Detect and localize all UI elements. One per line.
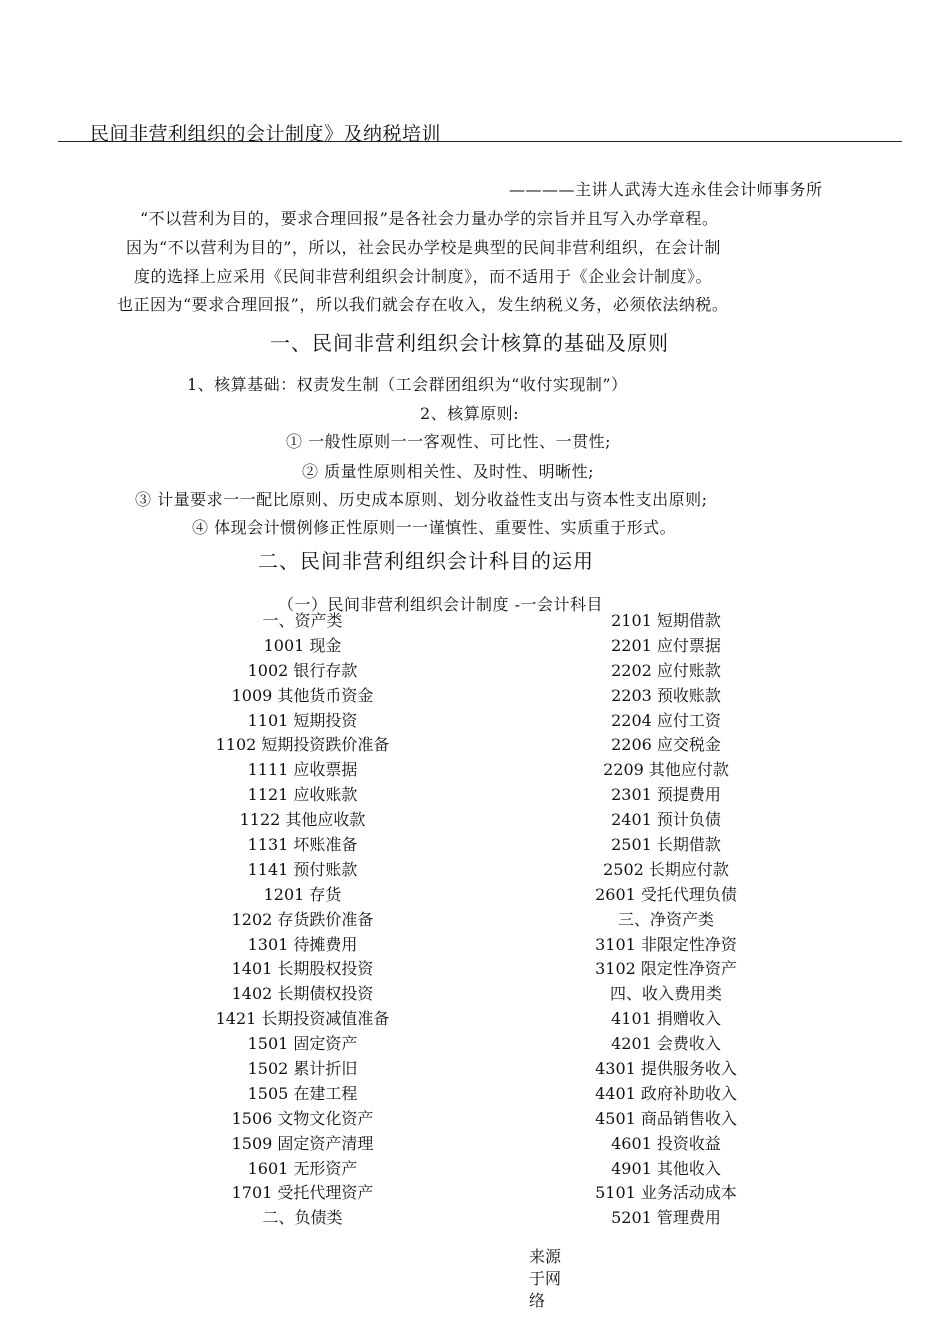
account-item: 1601 无形资产 bbox=[247, 1158, 358, 1178]
speaker-line: ————主讲人武涛大连永佳会计师事务所 bbox=[509, 180, 823, 199]
account-item: 1121 应收账款 bbox=[247, 785, 358, 805]
account-item: 1502 累计折旧 bbox=[247, 1059, 358, 1079]
account-item: 1402 长期债权投资 bbox=[231, 984, 374, 1004]
account-item: 2201 应付票据 bbox=[611, 635, 721, 655]
account-item: 2209 其他应付款 bbox=[603, 760, 729, 780]
account-item: 1122 其他应收款 bbox=[239, 810, 366, 830]
account-item: 1505 在建工程 bbox=[247, 1083, 358, 1103]
account-item: 1111 应收票据 bbox=[247, 760, 358, 780]
account-item: 1009 其他货币资金 bbox=[231, 685, 374, 705]
source-note: 来源于网络 bbox=[529, 1247, 562, 1310]
account-item: 1506 文物文化资产 bbox=[231, 1108, 374, 1128]
account-item: 1141 预付账款 bbox=[247, 859, 358, 879]
basis-line: 1、核算基础：权责发生制（工会群团组织为“收付实现制”） bbox=[187, 375, 628, 394]
account-item: 2501 长期借款 bbox=[611, 835, 721, 855]
intro-line-3: 度的选择上应采用《民间非营利组织会计制度》，而不适用于《企业会计制度》。 bbox=[134, 267, 713, 286]
account-item: 三、净资产类 bbox=[617, 909, 714, 929]
account-item: 1131 坏账准备 bbox=[247, 835, 358, 855]
account-item: 3101 非限定性净资 bbox=[595, 934, 737, 954]
title-underline bbox=[58, 141, 902, 142]
account-item: 一、资产类 bbox=[262, 611, 343, 630]
intro-line-1: “不以营利为目的，要求合理回报”是各社会力量办学的宗旨并且写入办学章程。 bbox=[140, 209, 719, 228]
account-item: 2401 预计负债 bbox=[611, 810, 721, 830]
account-item: 4401 政府补助收入 bbox=[595, 1083, 737, 1103]
account-item: 1301 待摊费用 bbox=[247, 934, 358, 954]
account-item: 2206 应交税金 bbox=[611, 735, 721, 755]
account-item: 2203 预收账款 bbox=[611, 685, 721, 705]
account-item: 4901 其他收入 bbox=[611, 1158, 721, 1178]
principle-4: ④ 体现会计惯例修正性原则一一谨慎性、重要性、实质重于形式。 bbox=[192, 518, 677, 537]
account-item: 1101 短期投资 bbox=[247, 710, 358, 730]
account-item: 5201 管理费用 bbox=[611, 1208, 721, 1228]
account-item: 1202 存货跌价准备 bbox=[231, 909, 374, 929]
account-item: 四、收入费用类 bbox=[609, 984, 722, 1004]
account-item: 5101 业务活动成本 bbox=[595, 1183, 737, 1203]
account-item: 2101 短期借款 bbox=[611, 611, 721, 630]
account-item: 2601 受托代理负债 bbox=[595, 884, 737, 904]
account-item: 4101 捐赠收入 bbox=[611, 1009, 721, 1029]
right-account-column bbox=[566, 609, 766, 1231]
account-item: 4301 提供服务收入 bbox=[595, 1059, 737, 1079]
principle-2: ② 质量性原则相关性、及时性、明晰性; bbox=[302, 462, 594, 481]
account-item: 二、负债类 bbox=[262, 1208, 343, 1228]
account-item: 1509 固定资产清理 bbox=[231, 1133, 374, 1153]
principles-title: 2、核算原则: bbox=[420, 404, 520, 423]
account-item: 1102 短期投资跌价准备 bbox=[215, 735, 390, 755]
left-account-column bbox=[190, 609, 415, 1231]
account-item: 2502 长期应付款 bbox=[603, 859, 729, 879]
account-item: 2204 应付工资 bbox=[611, 710, 721, 730]
principle-1: ① 一般性原则一一客观性、可比性、一贯性; bbox=[286, 432, 611, 451]
account-item: 1002 银行存款 bbox=[247, 660, 358, 680]
section1-heading: 一、民间非营利组织会计核算的基础及原则 bbox=[270, 331, 669, 355]
account-item: 3102 限定性净资产 bbox=[595, 959, 737, 979]
account-item: 2301 预提费用 bbox=[611, 785, 721, 805]
account-item: 1501 固定资产 bbox=[247, 1034, 358, 1054]
section2-heading: 二、民间非营利组织会计科目的运用 bbox=[258, 549, 594, 573]
principle-3: ③ 计量要求一一配比原则、历史成本原则、划分收益性支出与资本性支出原则; bbox=[135, 490, 708, 509]
account-item: 4201 会费收入 bbox=[611, 1034, 721, 1054]
account-item: 1421 长期投资减值准备 bbox=[215, 1009, 390, 1029]
document-title: 民间非营利组织的会计制度》及纳税培训 bbox=[90, 123, 442, 145]
accounts-subheading: （一）民间非营利组织会计制度 -一会计科目 bbox=[278, 595, 603, 614]
intro-line-2: 因为“不以营利为目的”，所以，社会民办学校是典型的民间非营利组织，在会计制 bbox=[126, 238, 721, 257]
account-item: 4501 商品销售收入 bbox=[595, 1108, 737, 1128]
account-item: 2202 应付账款 bbox=[611, 660, 721, 680]
account-item: 1701 受托代理资产 bbox=[231, 1183, 374, 1203]
account-item: 1001 现金 bbox=[263, 635, 342, 655]
intro-line-4: 也正因为“要求合理回报”，所以我们就会存在收入，发生纳税义务，必须依法纳税。 bbox=[117, 295, 729, 314]
account-item: 4601 投资收益 bbox=[611, 1133, 721, 1153]
account-item: 1401 长期股权投资 bbox=[231, 959, 374, 979]
account-item: 1201 存货 bbox=[263, 884, 342, 904]
